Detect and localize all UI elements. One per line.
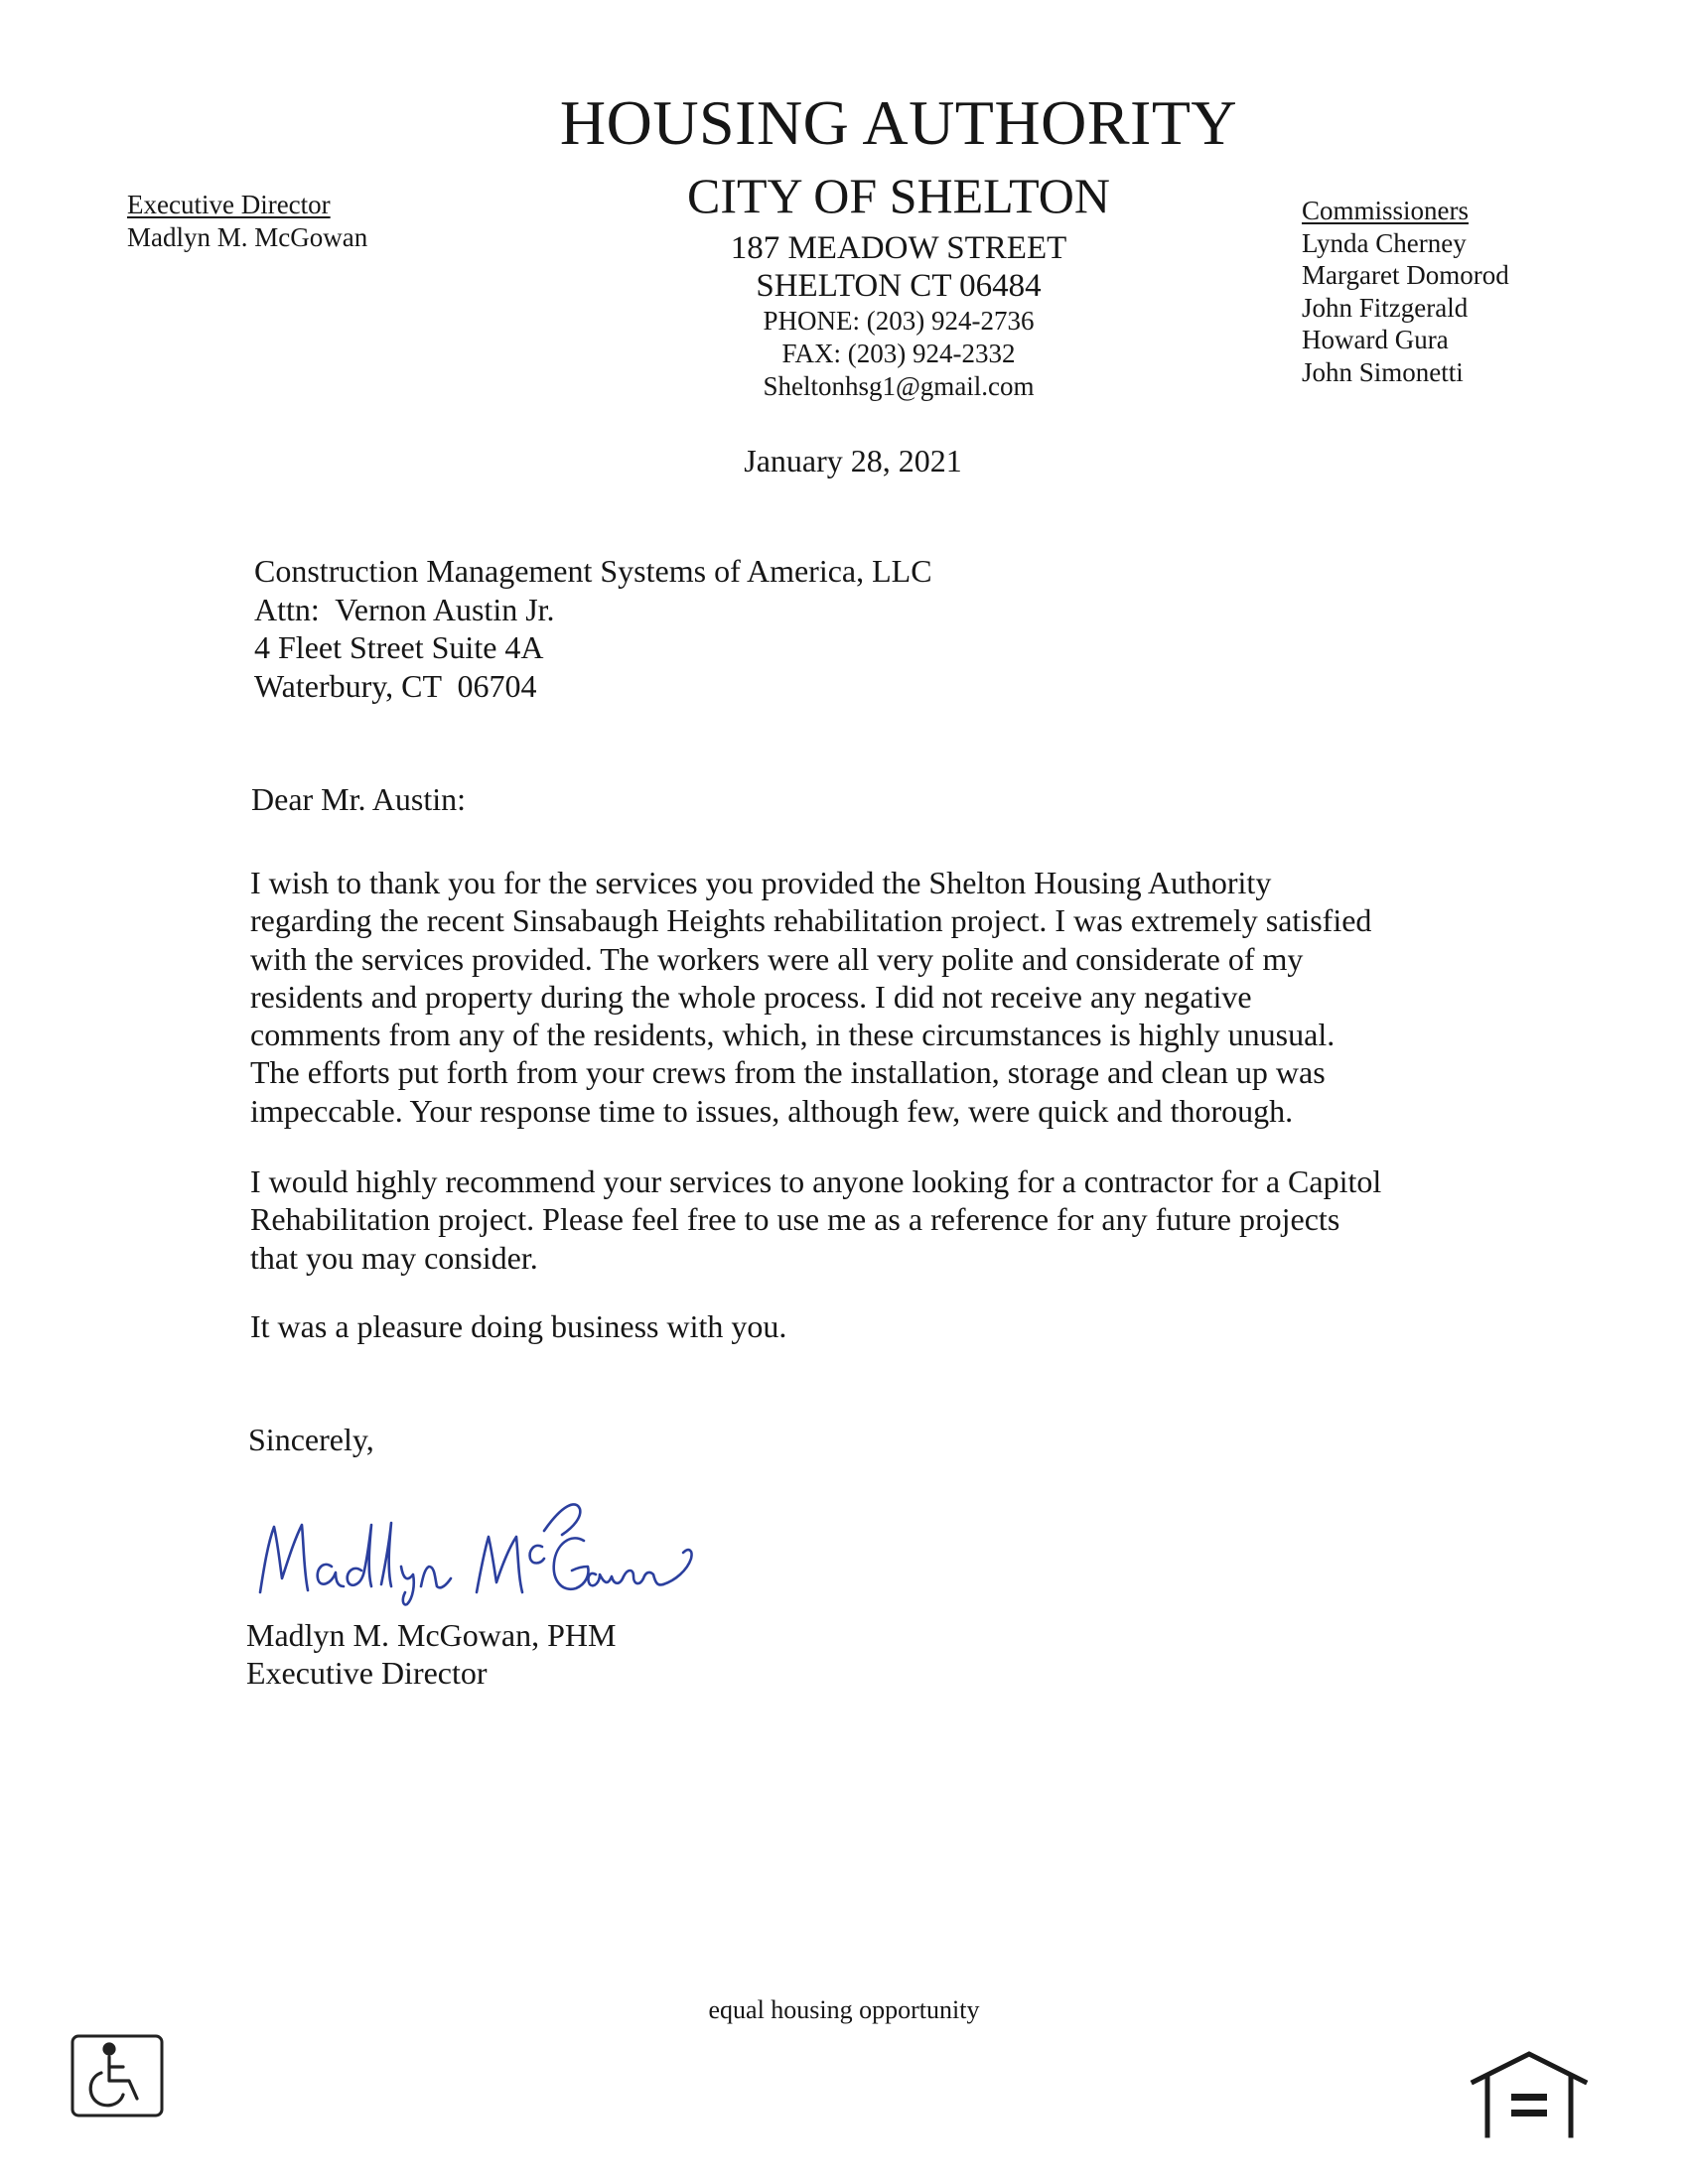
paragraph-line: I wish to thank you for the services you provided the Shelton Housing Authority [250, 865, 1272, 900]
signature-image [246, 1475, 703, 1614]
address-street: 187 MEADOW STREET [730, 230, 1067, 266]
fax-number: FAX: (203) 924-2332 [781, 339, 1016, 368]
commissioners-block [1302, 195, 1509, 388]
paragraph-line: comments from any of the residents, which, in these circumstances is highly unusual. [250, 1017, 1336, 1053]
commissioner-name: Howard Gura [1302, 325, 1449, 354]
letter-date-row [0, 443, 1688, 479]
recipient-line: Waterbury, CT 06704 [254, 667, 537, 704]
organization-title: HOUSING AUTHORITY [559, 87, 1238, 158]
paragraph-line: with the services provided. The workers were all very polite and considerate of my [250, 940, 1304, 977]
recipient-address [254, 552, 932, 705]
recipient-line: 4 Fleet Street Suite 4A [254, 629, 544, 665]
equal-housing-text: equal housing opportunity [708, 1995, 980, 2024]
recipient-line: Construction Management Systems of America, LLC [254, 553, 932, 589]
email-address: Sheltonhsg1@gmail.com [763, 371, 1035, 401]
paragraph-line: It was a pleasure doing business with you. [250, 1308, 787, 1344]
commissioner-name: John Fitzgerald [1302, 292, 1469, 323]
equal-housing-text-row [0, 1995, 1688, 2025]
body-paragraph-1 [250, 864, 1481, 1130]
commissioner-name: Lynda Cherney [1302, 227, 1467, 258]
body-paragraph-3 [250, 1307, 1481, 1345]
paragraph-line: Rehabilitation project. Please feel free to use me as a reference for any future projects [250, 1201, 1340, 1238]
paragraph-line: I would highly recommend your services to anyone looking for a contractor for a Capitol [250, 1163, 1382, 1199]
signer-name: Madlyn M. McGowan, PHM [246, 1617, 617, 1653]
executive-director-label: Executive Director [127, 190, 331, 219]
phone-number: PHONE: (203) 924-2736 [763, 306, 1035, 336]
letter-date: January 28, 2021 [744, 443, 962, 478]
commissioners-label: Commissioners [1302, 196, 1470, 225]
paragraph-line: The efforts put forth from your crews from the installation, storage and clean up was [250, 1054, 1326, 1091]
paragraph-line: residents and property during the whole process. I did not receive any negative [250, 978, 1252, 1015]
commissioner-name: Margaret Domorod [1302, 260, 1509, 290]
body-paragraph-2 [250, 1162, 1481, 1277]
signer-block [246, 1616, 616, 1692]
executive-director-name: Madlyn M. McGowan [127, 222, 368, 252]
equal-housing-icon [1468, 2048, 1591, 2139]
recipient-line: Attn: Vernon Austin Jr. [254, 591, 555, 627]
signer-title: Executive Director [246, 1655, 488, 1691]
paragraph-line: regarding the recent Sinsabaugh Heights rehabilitation project. I was extremely satisfied [250, 902, 1372, 939]
salutation: Dear Mr. Austin: [251, 781, 466, 817]
closing: Sincerely, [248, 1422, 374, 1457]
paragraph-line: that you may consider. [250, 1239, 538, 1276]
accessibility-icon [70, 2033, 165, 2118]
paragraph-line: impeccable. Your response time to issues, although few, were quick and thorough. [250, 1092, 1294, 1129]
commissioner-name: John Simonetti [1302, 356, 1464, 387]
executive-director-block [127, 189, 367, 254]
address-city-state-zip: SHELTON CT 06484 [756, 268, 1042, 304]
organization-city: CITY OF SHELTON [687, 168, 1110, 223]
